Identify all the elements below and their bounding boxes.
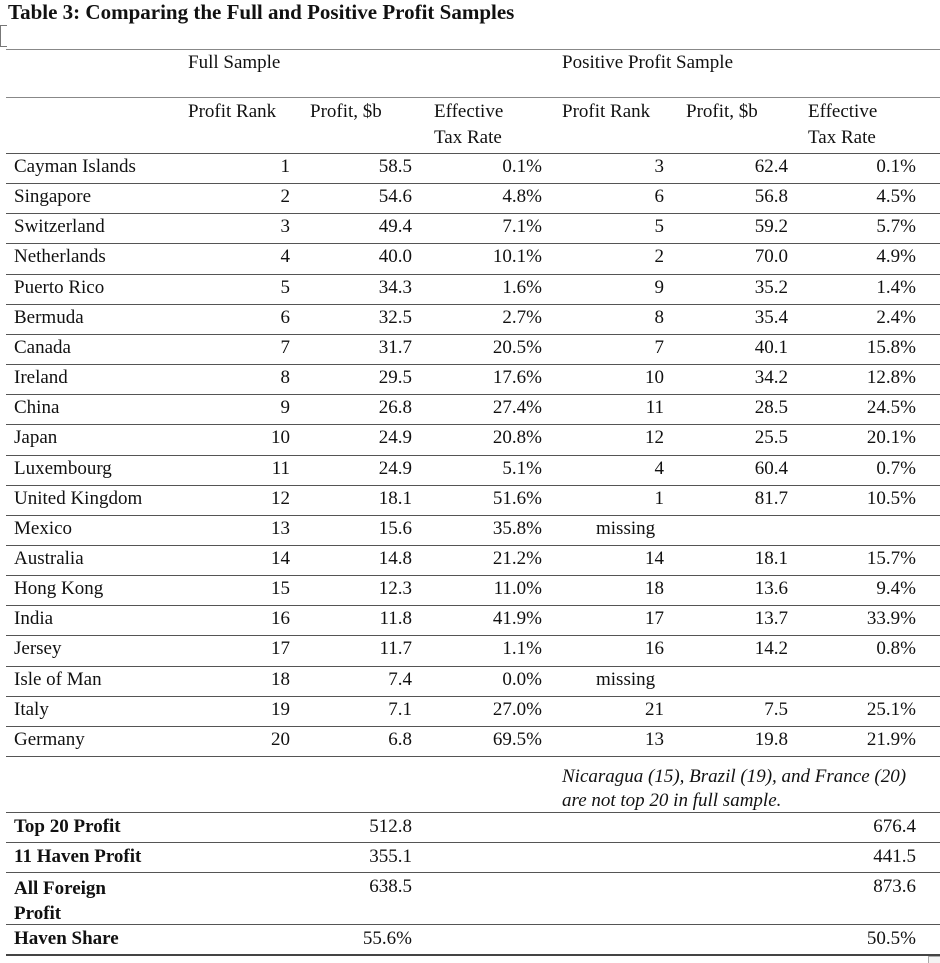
row-divider: [6, 485, 940, 486]
cell-pos-profit: 7.5: [764, 699, 788, 720]
row-country: India: [14, 608, 54, 629]
row-country: Jersey: [14, 638, 62, 659]
cell-full-rank: 7: [280, 337, 290, 358]
divider: [6, 49, 940, 50]
cell-full-tax: 0.1%: [502, 156, 542, 177]
cell-full-rank: 17: [271, 638, 290, 659]
row-country: Australia: [14, 548, 84, 569]
row-country: Ireland: [14, 367, 68, 388]
cell-full-profit: 31.7: [378, 337, 412, 358]
cell-pos-tax: 24.5%: [866, 397, 916, 418]
cell-full-profit: 58.5: [378, 156, 412, 177]
row-divider: [6, 455, 940, 456]
cell-full-rank: 12: [271, 488, 290, 509]
cell-full-rank: 10: [271, 427, 290, 448]
cell-full-tax: 20.8%: [492, 427, 542, 448]
row-country: Isle of Man: [14, 669, 102, 690]
col-header-pos-profit: Profit, $b: [686, 101, 758, 122]
cell-pos-rank: missing: [596, 518, 656, 539]
cell-pos-rank: 10: [645, 367, 664, 388]
cell-full-tax: 21.2%: [492, 548, 542, 569]
col-header-pos-tax-line2: Tax Rate: [808, 127, 876, 148]
summary-label: 11 Haven Profit: [14, 846, 142, 867]
cell-pos-profit: 19.8: [754, 729, 788, 750]
cell-full-rank: 14: [271, 548, 290, 569]
cell-pos-tax: 5.7%: [876, 216, 916, 237]
cell-full-tax: 11.0%: [493, 578, 542, 599]
cell-pos-rank: 9: [654, 277, 664, 298]
cell-pos-rank: 5: [654, 216, 664, 237]
row-divider: [6, 213, 940, 214]
cell-full-tax: 7.1%: [502, 216, 542, 237]
cell-pos-profit: 70.0: [754, 246, 788, 267]
cell-pos-profit: 25.5: [754, 427, 788, 448]
cell-pos-tax: 0.8%: [876, 638, 916, 659]
divider: [6, 97, 940, 98]
cell-full-tax: 1.6%: [502, 277, 542, 298]
summary-divider: [6, 924, 940, 925]
cell-pos-tax: 25.1%: [866, 699, 916, 720]
cell-full-tax: 20.5%: [492, 337, 542, 358]
summary-label: Top 20 Profit: [14, 816, 121, 837]
table-title: Table 3: Comparing the Full and Positive Profit Samples: [8, 0, 515, 24]
summary-divider: [6, 842, 940, 843]
cell-pos-profit: 14.2: [754, 638, 788, 659]
cell-full-profit: 15.6: [378, 518, 412, 539]
cell-pos-tax: 15.8%: [866, 337, 916, 358]
cell-pos-tax: 2.4%: [876, 307, 916, 328]
cell-full-rank: 9: [280, 397, 290, 418]
cell-full-profit: 29.5: [378, 367, 412, 388]
cell-full-rank: 6: [280, 307, 290, 328]
cell-pos-rank: 13: [645, 729, 664, 750]
cell-pos-tax: 20.1%: [866, 427, 916, 448]
text-cursor-bracket: [0, 25, 7, 47]
cell-pos-rank: 4: [654, 458, 664, 479]
row-divider: [6, 605, 940, 606]
cell-full-rank: 18: [271, 669, 290, 690]
row-divider: [6, 304, 940, 305]
cell-pos-tax: 4.9%: [876, 246, 916, 267]
cell-pos-tax: 0.1%: [876, 156, 916, 177]
cell-pos-tax: 33.9%: [866, 608, 916, 629]
cell-full-rank: 4: [280, 246, 290, 267]
col-header-full-tax: Effective: [434, 101, 504, 122]
row-divider: [6, 274, 940, 275]
cell-pos-rank: missing: [596, 669, 656, 690]
cell-full-profit: 24.9: [378, 427, 412, 448]
cell-full-rank: 20: [271, 729, 290, 750]
row-divider: [6, 666, 940, 667]
cell-pos-profit: 56.8: [754, 186, 788, 207]
cell-pos-profit: 59.2: [754, 216, 788, 237]
row-divider: [6, 635, 940, 636]
row-divider: [6, 575, 940, 576]
cell-full-tax: 27.4%: [492, 397, 542, 418]
cell-pos-profit: 18.1: [754, 548, 788, 569]
cell-pos-rank: 2: [654, 246, 664, 267]
cell-full-profit: 49.4: [378, 216, 412, 237]
cell-full-tax: 0.0%: [502, 669, 542, 690]
cell-pos-tax: 1.4%: [876, 277, 916, 298]
cell-pos-tax: 12.8%: [866, 367, 916, 388]
row-divider: [6, 334, 940, 335]
cell-full-tax: 4.8%: [502, 186, 542, 207]
cell-pos-tax: 4.5%: [876, 186, 916, 207]
col-header-pos-tax: Effective: [808, 101, 878, 122]
row-divider: [6, 243, 940, 244]
row-country: Hong Kong: [14, 578, 104, 599]
col-header-full-rank: Profit Rank: [188, 101, 277, 122]
cell-pos-profit: 40.1: [754, 337, 788, 358]
cell-pos-profit: 81.7: [754, 488, 788, 509]
summary-divider: [6, 954, 940, 956]
summary-full-value: 355.1: [369, 846, 412, 867]
row-country: Netherlands: [14, 246, 106, 267]
row-country: Italy: [14, 699, 49, 720]
cell-pos-rank: 1: [654, 488, 664, 509]
row-country: Canada: [14, 337, 71, 358]
cell-full-profit: 6.8: [388, 729, 412, 750]
cell-pos-rank: 11: [645, 397, 664, 418]
cell-pos-profit: 13.7: [754, 608, 788, 629]
col-header-pos-rank: Profit Rank: [562, 101, 651, 122]
cell-pos-rank: 21: [645, 699, 664, 720]
row-divider: [6, 696, 940, 697]
cell-pos-tax: 0.7%: [876, 458, 916, 479]
summary-positive-value: 50.5%: [866, 928, 916, 949]
cell-full-profit: 32.5: [378, 307, 412, 328]
cell-full-profit: 18.1: [378, 488, 412, 509]
cell-pos-tax: 10.5%: [866, 488, 916, 509]
cell-pos-profit: 28.5: [754, 397, 788, 418]
row-country: Japan: [14, 427, 58, 448]
summary-label: Haven Share: [14, 928, 119, 949]
cell-pos-profit: 35.4: [754, 307, 788, 328]
row-country: Germany: [14, 729, 85, 750]
cell-pos-rank: 14: [645, 548, 664, 569]
row-country: China: [14, 397, 60, 418]
row-divider: [6, 364, 940, 365]
cell-full-profit: 26.8: [378, 397, 412, 418]
cell-pos-rank: 3: [654, 156, 664, 177]
summary-positive-value: 873.6: [873, 876, 916, 897]
row-country: Switzerland: [14, 216, 105, 237]
row-divider: [6, 726, 940, 727]
cell-pos-rank: 8: [654, 307, 664, 328]
cell-full-rank: 8: [280, 367, 290, 388]
cell-pos-profit: 35.2: [754, 277, 788, 298]
row-country: Luxembourg: [14, 458, 112, 479]
cell-pos-tax: 21.9%: [866, 729, 916, 750]
summary-divider: [6, 872, 940, 873]
row-divider: [6, 515, 940, 516]
cell-full-profit: 54.6: [378, 186, 412, 207]
cell-full-tax: 69.5%: [492, 729, 542, 750]
row-divider: [6, 424, 940, 425]
row-country: Bermuda: [14, 307, 84, 328]
row-country: United Kingdom: [14, 488, 143, 509]
cell-pos-profit: 34.2: [754, 367, 788, 388]
cell-full-rank: 3: [280, 216, 290, 237]
cell-full-profit: 7.4: [388, 669, 412, 690]
cell-full-profit: 12.3: [378, 578, 412, 599]
cell-full-rank: 1: [280, 156, 290, 177]
cell-pos-profit: 62.4: [754, 156, 788, 177]
cell-full-profit: 40.0: [378, 246, 412, 267]
cell-pos-profit: 13.6: [754, 578, 788, 599]
cell-full-tax: 2.7%: [502, 307, 542, 328]
cell-pos-rank: 17: [645, 608, 664, 629]
cell-full-profit: 34.3: [378, 277, 412, 298]
col-header-full-profit: Profit, $b: [310, 101, 382, 122]
cell-full-rank: 13: [271, 518, 290, 539]
row-country: Mexico: [14, 518, 73, 539]
summary-full-value: 638.5: [369, 876, 412, 897]
summary-full-value: 55.6%: [362, 928, 412, 949]
cell-full-profit: 7.1: [388, 699, 412, 720]
row-divider: [6, 153, 940, 154]
row-divider: [6, 394, 940, 395]
cell-full-tax: 1.1%: [502, 638, 542, 659]
cell-pos-tax: 9.4%: [876, 578, 916, 599]
cell-full-profit: 14.8: [378, 548, 412, 569]
cell-full-profit: 11.7: [379, 638, 412, 659]
cell-full-profit: 11.8: [379, 608, 412, 629]
row-divider: [6, 756, 940, 757]
cell-pos-rank: 6: [654, 186, 664, 207]
row-country: Puerto Rico: [14, 277, 105, 298]
group-header-positive: Positive Profit Sample: [562, 52, 733, 73]
cell-full-rank: 16: [271, 608, 290, 629]
summary-positive-value: 441.5: [873, 846, 916, 867]
cell-pos-rank: 16: [645, 638, 664, 659]
cell-full-tax: 10.1%: [492, 246, 542, 267]
cell-pos-rank: 18: [645, 578, 664, 599]
cell-full-tax: 5.1%: [502, 458, 542, 479]
cell-full-rank: 15: [271, 578, 290, 599]
summary-label: All Foreign Profit: [14, 878, 107, 924]
row-divider: [6, 545, 940, 546]
cell-pos-rank: 7: [654, 337, 664, 358]
summary-divider: [6, 812, 940, 813]
footnote: Nicaragua (15), Brazil (19), and France (20) are not top 20 in full sample.: [562, 766, 907, 811]
cell-full-rank: 2: [280, 186, 290, 207]
row-country: Singapore: [14, 186, 92, 207]
cell-full-tax: 41.9%: [492, 608, 542, 629]
cell-full-profit: 24.9: [378, 458, 412, 479]
cell-full-tax: 35.8%: [492, 518, 542, 539]
col-header-full-tax-line2: Tax Rate: [434, 127, 502, 148]
cell-full-rank: 19: [271, 699, 290, 720]
cell-full-tax: 17.6%: [492, 367, 542, 388]
row-country: Cayman Islands: [14, 156, 136, 177]
cell-pos-rank: 12: [645, 427, 664, 448]
summary-full-value: 512.8: [369, 816, 412, 837]
cell-full-tax: 51.6%: [492, 488, 542, 509]
group-header-full: Full Sample: [188, 52, 281, 73]
cell-pos-profit: 60.4: [754, 458, 788, 479]
row-divider: [6, 183, 940, 184]
cell-full-rank: 5: [280, 277, 290, 298]
cell-full-tax: 27.0%: [492, 699, 542, 720]
cell-pos-tax: 15.7%: [866, 548, 916, 569]
summary-positive-value: 676.4: [873, 816, 916, 837]
cell-full-rank: 11: [271, 458, 290, 479]
